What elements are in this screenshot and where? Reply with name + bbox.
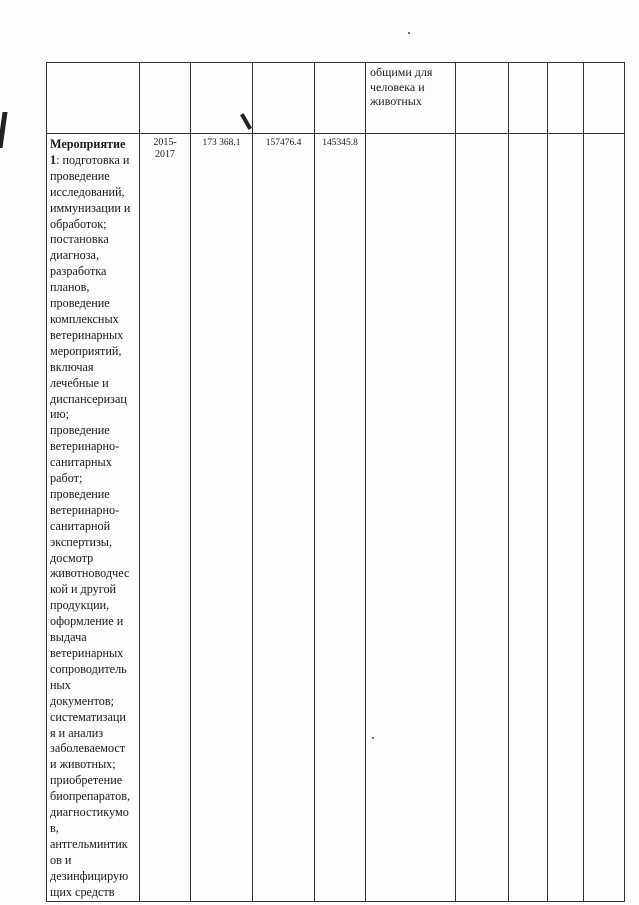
continued-text: общими для человека и животных <box>370 65 433 109</box>
activity-cell <box>47 134 140 902</box>
value-3: 145345.8 <box>322 138 358 148</box>
period-cell <box>140 134 191 902</box>
table-row <box>47 134 625 902</box>
table-cell <box>456 63 509 134</box>
table-cell <box>509 134 548 902</box>
table-cell <box>366 134 456 902</box>
table-cell <box>584 63 625 134</box>
table-cell <box>253 63 315 134</box>
table-cell <box>584 134 625 902</box>
table-cell <box>315 63 366 134</box>
value-cell <box>315 134 366 902</box>
value-1: 173 368.1 <box>202 138 241 148</box>
value-2: 157476.4 <box>265 138 302 148</box>
activity-title: Мероприятие 1 <box>50 137 126 167</box>
table-cell <box>47 63 140 134</box>
table-cell <box>456 134 509 902</box>
activity-description <box>47 134 139 901</box>
value-cell <box>253 134 315 902</box>
table-cell <box>548 63 584 134</box>
document-table <box>46 62 625 902</box>
table-row <box>47 63 625 134</box>
activity-text: : подготовка и проведение исследований, иммунизации и обработок; постановка диагноза, разработка планов, проведение комплексных ветеринарных мероприятий, включая лечебные и диспансеризац ию; проведение ветеринарно- санитарных работ; проведение ветеринарно- санитарной экспертизы, досмотр животноводчес кой и другой продукции, оформление и выдача ветеринарных сопроводитель ных документов; систематизаци я и анализ заболеваемост и животных; приобретение биопрепаратов, диагностикумо в, антгельминтик ов и дезинфицирую щих средств <box>50 152 131 899</box>
table-cell <box>548 134 584 902</box>
period-years: 2015- 2017 <box>153 137 177 160</box>
table-cell <box>140 63 191 134</box>
table-cell <box>509 63 548 134</box>
value-cell <box>191 134 253 902</box>
scan-speck <box>408 32 410 34</box>
continued-text-cell <box>366 63 456 134</box>
scan-edge-mark <box>0 112 8 148</box>
table-cell <box>191 63 253 134</box>
